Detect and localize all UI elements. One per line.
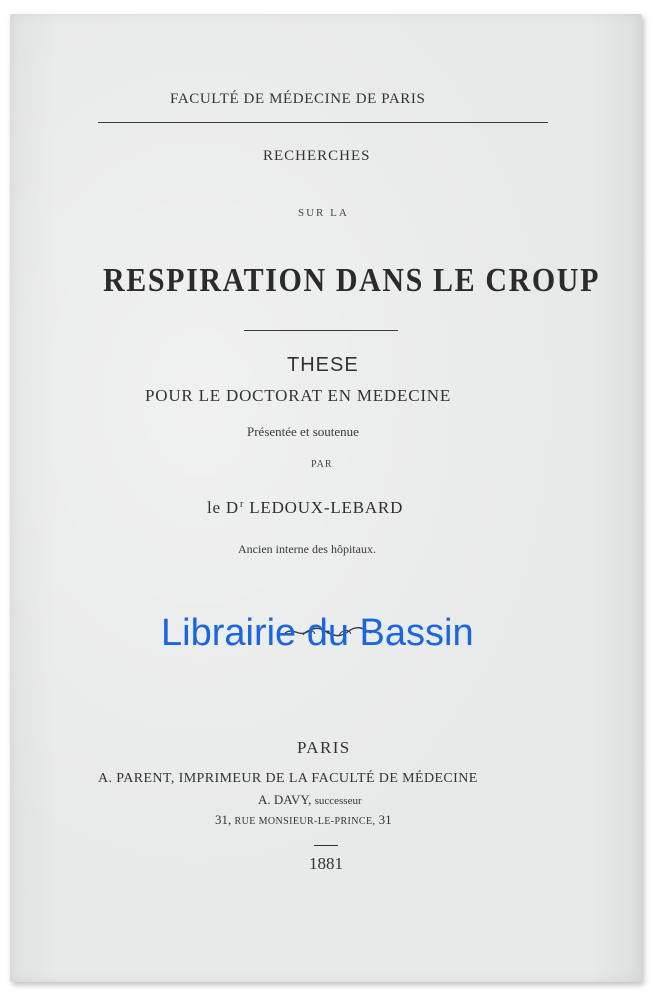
printer-line: A. PARENT, IMPRIMEUR DE LA FACULTÉ DE MÉDECINE bbox=[98, 771, 478, 786]
address-street: RUE MONSIEUR-LE-PRINCE, bbox=[234, 816, 376, 827]
successor-line bbox=[258, 792, 362, 808]
year-rule bbox=[314, 845, 338, 846]
author-title: Ancien interne des hôpitaux. bbox=[238, 542, 376, 556]
address-line bbox=[215, 812, 392, 828]
watermark-text: Librairie du Bassin bbox=[161, 612, 474, 654]
city-text: PARIS bbox=[297, 738, 351, 757]
header-rule bbox=[98, 122, 548, 123]
faculty-header: FACULTÉ DE MÉDECINE DE PARIS bbox=[170, 91, 426, 107]
presentee-line: Présentée et soutenue bbox=[247, 424, 359, 439]
title-rule bbox=[244, 330, 398, 331]
par-text: PAR bbox=[311, 459, 333, 470]
author-prefix: le D bbox=[207, 498, 239, 517]
year-text: 1881 bbox=[309, 854, 343, 873]
author-name: LEDOUX-LEBARD bbox=[249, 498, 404, 517]
doctorat-line: POUR LE DOCTORAT EN MEDECINE bbox=[145, 386, 452, 405]
author-sup: r bbox=[240, 499, 245, 510]
address-number: 31, bbox=[215, 812, 232, 827]
sur-la-text: SUR LA bbox=[298, 207, 349, 219]
address-end: 31 bbox=[378, 812, 392, 827]
successor-name: A. DAVY, bbox=[258, 792, 312, 807]
successor-label: successeur bbox=[314, 795, 362, 807]
author-line bbox=[207, 498, 403, 518]
these-heading: THESE bbox=[287, 354, 359, 376]
book-title: RESPIRATION DANS LE CROUP bbox=[103, 262, 601, 299]
recherches-text: RECHERCHES bbox=[263, 148, 371, 164]
